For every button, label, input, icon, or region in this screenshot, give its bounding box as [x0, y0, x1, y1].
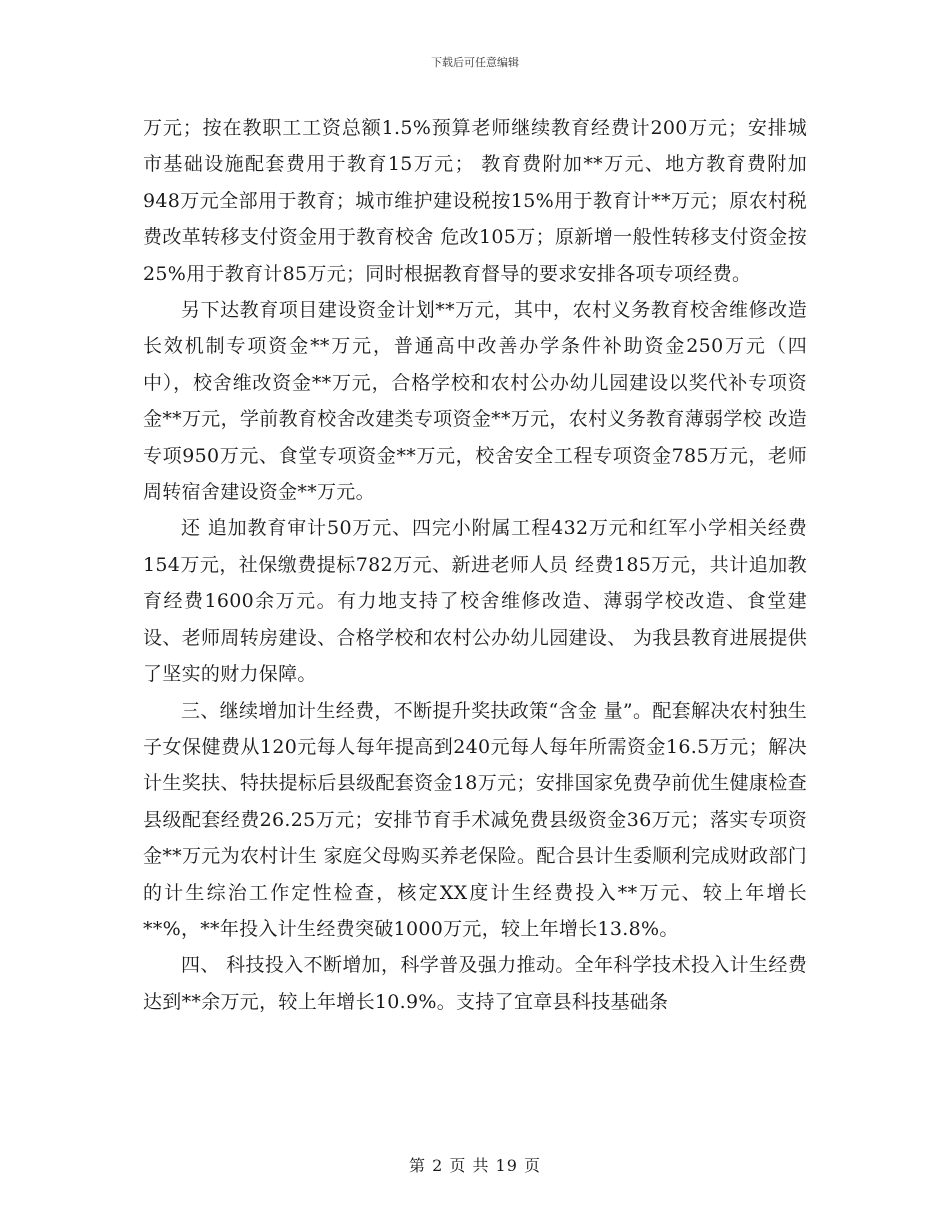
document-body: [143, 110, 807, 1020]
page-number-footer: 第 2 页 共 19 页: [409, 1156, 541, 1175]
paragraph-3: 还 追加教育审计50万元、四完小附属工程432万元和红军小学相关经费154万元，社保缴费提标782万元、新进老师人员 经费185万元，共计追加教育经费1600余万元。有力地支持了校舍维修改造、薄弱学校改造、食堂建设、老师周转房建设、合格学校和农村公办幼儿园建设、 为我县教育进展提供了坚实的财力保障。: [143, 517, 807, 686]
paragraph-2: 另下达教育项目建设资金计划**万元，其中，农村义务教育校舍维修改造长效机制专项资金**万元，普通高中改善办学条件补助资金250万元（四 中），校舍维改资金**万元，合格学校和农村公办幼儿园建设以奖代补专项资金**万元，学前教育校舍改建类专项资金**万元，农村义务教育薄弱学校 改造专项950万元、食堂专项资金**万元，校舍安全工程专项资金785万元，老师周转宿舍建设资金**万元。: [143, 299, 807, 504]
paragraph-4: 三、继续增加计生经费，不断提升奖扶政策“含金 量”。配套解决农村独生子女保健费从120元每人每年提高到240元每人每年所需资金16.5万元；解决计生奖扶、特扶提标后县级配套资金18万元；安排国家免费孕前优生健康检查县级配套经费26.25万元；安排节育手术减免费县级资金36万元；落实专项资金**万元为农村计生 家庭父母购买养老保险。配合县计生委顺利完成财政部门的计生综治工作定性检查，核定XX度计生经费投入**万元、较上年增长**%，**年投入计生经费突破1000万元，较上年增长13.8%。: [143, 699, 807, 940]
paragraph-1: 万元；按在教职工工资总额1.5%预算老师继续教育经费计200万元；安排城市基础设施配套费用于教育15万元； 教育费附加**万元、地方教育费附加948万元全部用于教育；城市维护建设税按15%用于教育计**万元；原农村税费改革转移支付资金用于教育校舍 危改105万；原新增一般性转移支付资金按25%用于教育计85万元；同时根据教育督导的要求安排各项专项经费。: [143, 117, 807, 285]
page-header: 下载后可任意编辑: [431, 56, 519, 69]
paragraph-5: 四、 科技投入不断增加，科学普及强力推动。全年科学技术投入计生经费达到**余万元，较上年增长10.9%。支持了宜章县科技基础条: [143, 954, 807, 1013]
